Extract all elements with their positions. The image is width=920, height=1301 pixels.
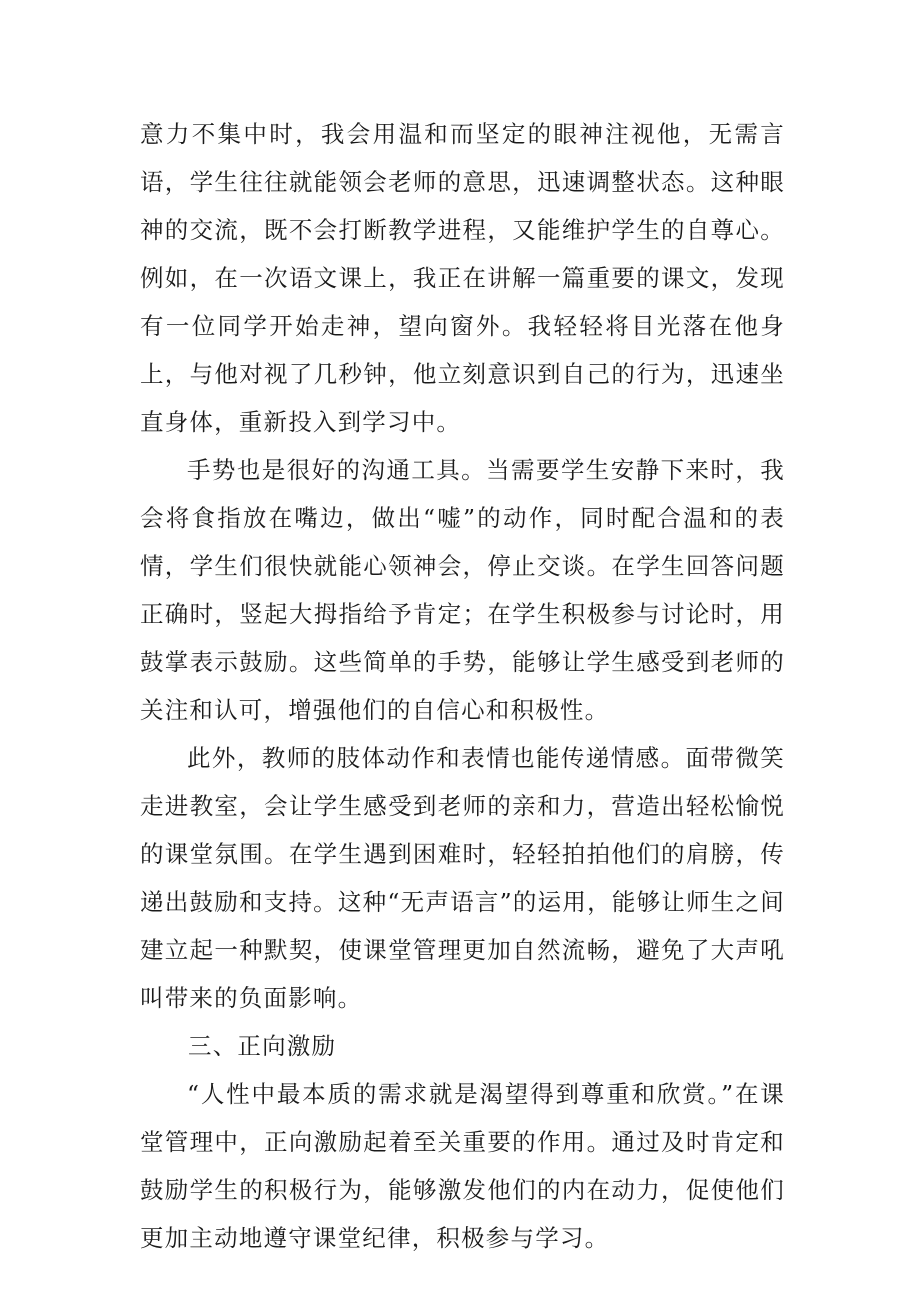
paragraph-body-language: 此外，教师的肢体动作和表情也能传递情感。面带微笑走进教室，会让学生感受到老师的亲和力，营造出轻松愉悦的课堂氛围。在学生遇到困难时，轻轻拍拍他们的肩膀，传递出鼓励和支持。这种“无声语言”的运用，能够让师生之间建立起一种默契，使课堂管理更加自然流畅，避免了大声吼叫带来的负面影响。 xyxy=(140,744,785,1012)
document-body xyxy=(140,110,785,1262)
paragraph-positive-incentive: “人性中最本质的需求就是渴望得到尊重和欣赏。”在课堂管理中，正向激励起着至关重要的作用。通过及时肯定和鼓励学生的积极行为，能够激发他们的内在动力，促使他们更加主动地遵守课堂纪律，积极参与学习。 xyxy=(140,1080,785,1252)
paragraph-gestures: 手势也是很好的沟通工具。当需要学生安静下来时，我会将食指放在嘴边，做出“嘘”的动作，同时配合温和的表情，学生们很快就能心领神会，停止交谈。在学生回答问题正确时，竖起大拇指给予肯定；在学生积极参与讨论时，用鼓掌表示鼓励。这些简单的手势，能够让学生感受到老师的关注和认可，增强他们的自信心和积极性。 xyxy=(140,456,785,724)
section-heading-positive-incentive: 三、正向激励 xyxy=(188,1032,337,1060)
paragraph-eye-contact: 意力不集中时，我会用温和而坚定的眼神注视他，无需言语，学生往往就能领会老师的意思，迅速调整状态。这种眼神的交流，既不会打断教学进程，又能维护学生的自尊心。例如，在一次语文课上，我正在讲解一篇重要的课文，发现有一位同学开始走神，望向窗外。我轻轻将目光落在他身上，与他对视了几秒钟，他立刻意识到自己的行为，迅速坐直身体，重新投入到学习中。 xyxy=(140,120,785,436)
